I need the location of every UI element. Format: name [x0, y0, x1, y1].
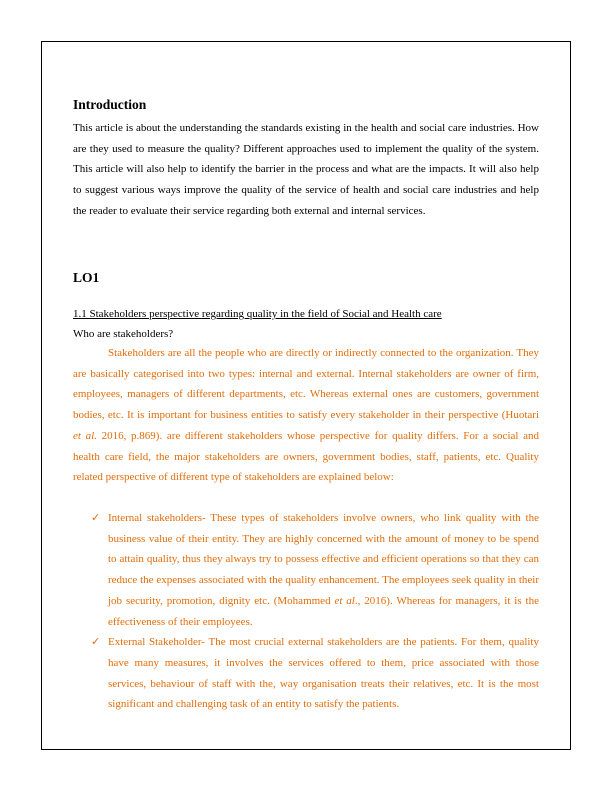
stakeholders-question: Who are stakeholders?	[73, 328, 174, 340]
checkmark-icon: ✓	[91, 511, 101, 524]
external-stakeholder-text: External Stakeholder- The most crucial external stakeholders are the patients. For them, quality have many measures, it involves the services offered to them, price associated with those services, behaviour of staff with the, way organisation treats their relatives, etc. It is the most significant and challenging task of an entity to satisfy the patients.	[108, 636, 539, 711]
checkmark-icon: ✓	[91, 635, 101, 649]
stakeholders-paragraph-text-1: Stakeholders are all the people who are directly or indirectly connected to the organization. They are basically categorised into two types: internal and external. Internal stakeholders are owner of firm, employees, managers of different departments, etc. Whereas external ones are customers, government bodies, etc. It is important for business entities to satisfy every stakeholder in their perspective (Huotari	[73, 347, 539, 422]
list-item-internal-stakeholders	[73, 508, 539, 632]
internal-stakeholders-italic: et al	[334, 594, 355, 607]
list-item-external-stakeholder	[73, 632, 539, 715]
section-1-1-subheading: 1.1 Stakeholders perspective regarding quality in the field of Social and Health care	[73, 308, 442, 320]
internal-stakeholders-text-1: Internal stakeholders- These types of stakeholders involve owners, who link quality with the business value of their entity. They are highly concerned with the amount of money to be spend to attain quality, thus they always try to possess effective and efficient operations so that they can reduce the expenses associated with the quality enhancement. The employees seek quality in their job security, promotion, dignity etc. (Mohammed	[108, 512, 539, 607]
stakeholders-paragraph	[73, 343, 539, 488]
introduction-paragraph: This article is about the understanding the standards existing in the health and social care industries. How are they used to measure the quality? Different approaches used to implement the quality of the system. This article will also help to identify the barrier in the process and what are the impacts. It will also help to suggest various ways improve the quality of the service of health and social care industries and help the reader to evaluate their service regarding both external and internal services.	[73, 122, 539, 217]
stakeholders-paragraph-italic: et al.	[73, 429, 97, 442]
introduction-heading: Introduction	[73, 97, 147, 112]
stakeholders-paragraph-text-2: 2016, p.869). are different stakeholders whose perspective for quality differs. For a social and health care field, the major stakeholders are owners, government bodies, staff, patients, etc. Quality related perspective of different type of stakeholders are explained below:	[73, 429, 539, 484]
lo1-heading: LO1	[73, 270, 100, 285]
stakeholder-bullet-list	[73, 508, 539, 715]
internal-stakeholders-text-2: ., 2016). Whereas for managers, it is the effectiveness of their employees.	[108, 594, 539, 628]
